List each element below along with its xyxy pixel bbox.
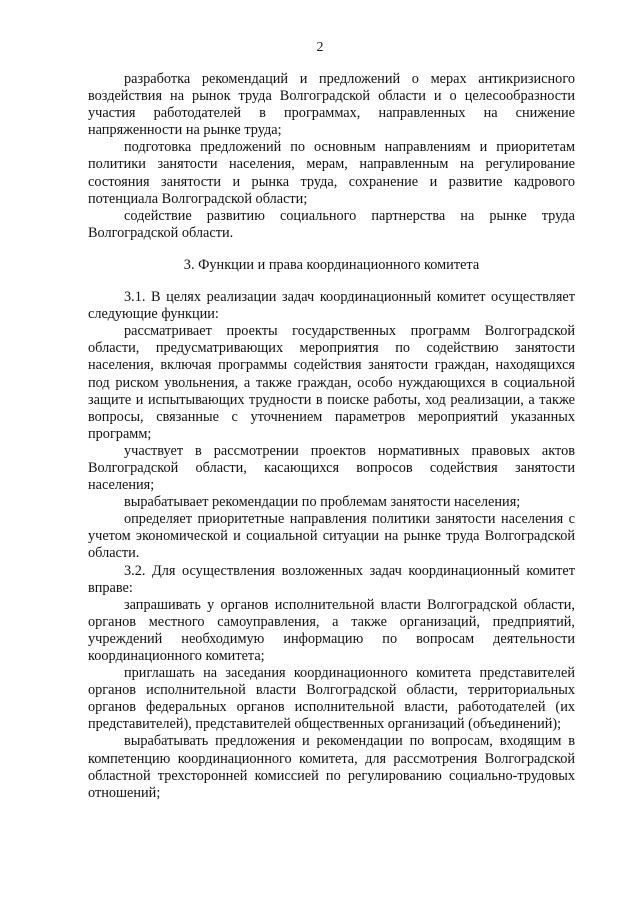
paragraph: приглашать на заседания координационного комитета представителей органов исполнительной власти Волгоградской области, территориальных органов федеральных органов исполнительной власти, работодателей (их представителей), представителей общественных организаций (объединений); [88,665,575,733]
document-body [88,71,575,802]
paragraph: 3.2. Для осуществления возложенных задач координационный комитет вправе: [88,562,575,596]
paragraph: вырабатывать предложения и рекомендации по вопросам, входящим в компетенцию координационного комитета, для рассмотрения Волгоградской областной трехсторонней комиссией по регулированию социально-трудовых отношений; [88,733,575,801]
paragraph: разработка рекомендаций и предложений о мерах антикризисного воздействия на рынок труда Волгоградской области и о целесообразности участия работодателей в программах, направленных на снижение напряженности на рынке труда; [88,71,575,139]
paragraph: 3.1. В целях реализации задач координационный комитет осуществляет следующие функции: [88,289,575,323]
paragraph: участвует в рассмотрении проектов нормативных правовых актов Волгоградской области, касающихся вопросов содействия занятости населения; [88,442,575,494]
paragraph: рассматривает проекты государственных программ Волгоградской области, предусматривающих мероприятия по содействию занятости населения, включая программы содействия занятости граждан, находящихся под риском увольнения, а также граждан, особо нуждающихся в социальной защите и испытывающих трудности в поиске работы, ход реализации, а также вопросы, связанные с уточнением параметров мероприятий указанных программ; [88,323,575,442]
paragraph: запрашивать у органов исполнительной власти Волгоградской области, органов местного самоуправления, а также организаций, предприятий, учреждений необходимую информацию по вопросам деятельности координационного комитета; [88,596,575,664]
section-heading: 3. Функции и права координационного комитета [183,256,480,273]
paragraph: определяет приоритетные направления политики занятости населения с учетом экономической и социальной ситуации на рынке труда Волгоградской области. [88,511,575,562]
paragraph: подготовка предложений по основным направлениям и приоритетам политики занятости населения, мерам, направленным на регулирование состояния занятости и рынка труда, сохранение и развитие кадрового потенциала Волгоградской области; [88,139,575,207]
paragraph: содействие развитию социального партнерства на рынке труда Волгоградской области. [88,207,575,241]
page-number: 2 [316,40,324,55]
paragraph: вырабатывает рекомендации по проблемам занятости населения; [124,494,521,511]
